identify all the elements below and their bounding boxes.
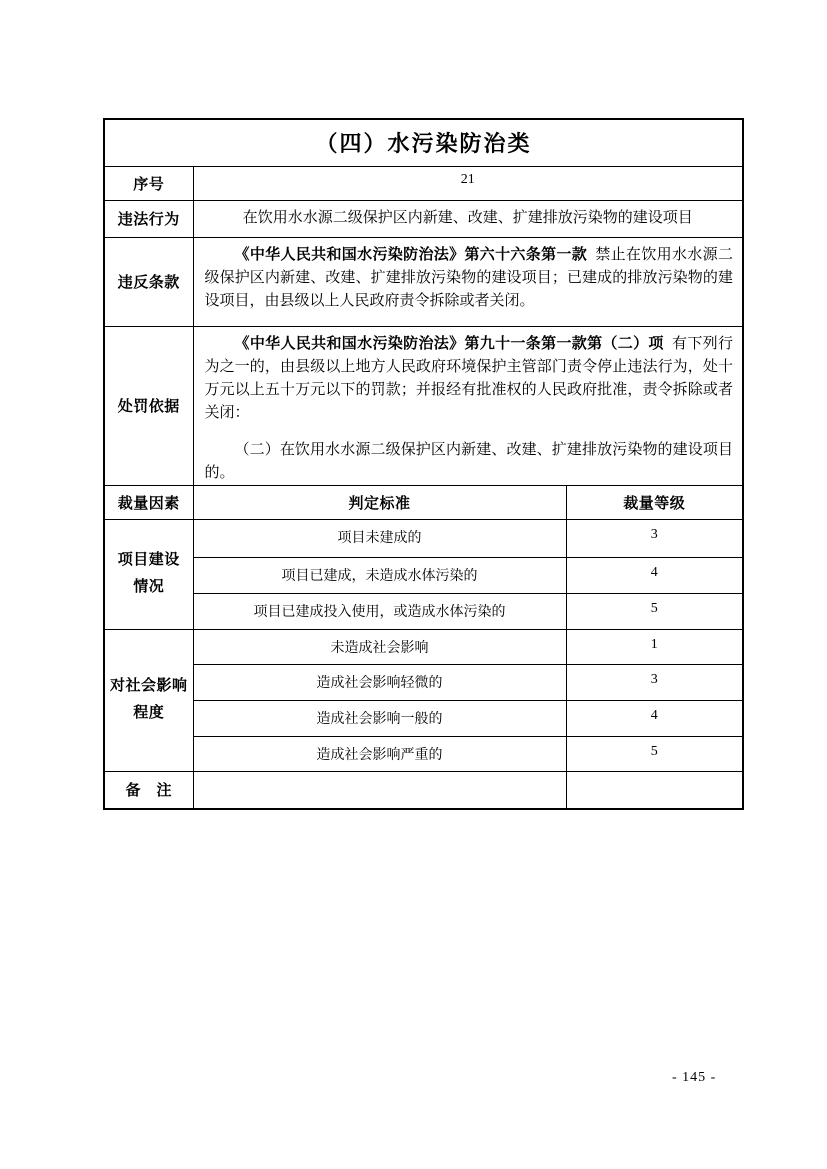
- row-label-clause: 违反条款: [104, 237, 193, 326]
- grade-cell: 4: [566, 700, 743, 736]
- penalty-table: [103, 118, 744, 810]
- group-label-line: 项目建设: [117, 552, 180, 568]
- violation-value: 在饮用水水源二级保护区内新建、改建、扩建排放污染物的建设项目: [193, 200, 743, 237]
- group-label-line: 程度: [133, 705, 165, 721]
- remark-label: 备 注: [104, 771, 193, 809]
- clause-citation: 《中华人民共和国水污染防治法》第六十六条第一款: [234, 246, 588, 263]
- table-row: [104, 166, 743, 200]
- table-header-row: [104, 485, 743, 519]
- table-row: [104, 629, 743, 664]
- criteria-cell: 未造成社会影响: [193, 629, 566, 664]
- criteria-cell: 造成社会影响严重的: [193, 736, 566, 771]
- grade-cell: 1: [566, 629, 743, 664]
- clause-text: 禁止在饮用水水源二级保护区内新建、改建、扩建排放污染物的建设项目；已建成的排放污染物的建设项目，由县级以上人民政府责令拆除或者关闭。: [204, 246, 733, 309]
- grade-cell: 3: [566, 664, 743, 700]
- row-label-penalty: 处罚依据: [104, 326, 193, 485]
- clause-paragraph: [205, 244, 734, 313]
- penalty-citation: 《中华人民共和国水污染防治法》第九十一条第一款第（二）项: [234, 335, 664, 352]
- table-row: [104, 119, 743, 166]
- serial-value: 21: [193, 166, 743, 200]
- penalty-paragraph: [205, 333, 734, 425]
- row-label-serial: 序号: [104, 166, 193, 200]
- page-number: - 145 -: [672, 1070, 717, 1085]
- table-row: [104, 237, 743, 326]
- criteria-cell: 造成社会影响轻微的: [193, 664, 566, 700]
- group-label-project: [104, 519, 193, 629]
- header-criteria: 判定标准: [193, 485, 566, 519]
- table-row: [104, 771, 743, 809]
- remark-value-main: [193, 771, 566, 809]
- remark-value-grade: [566, 771, 743, 809]
- header-grade: 裁量等级: [566, 485, 743, 519]
- row-label-violation: 违法行为: [104, 200, 193, 237]
- penalty-table-wrapper: [103, 118, 744, 810]
- group-label-social: [104, 629, 193, 771]
- group-label-line: 对社会影响: [109, 678, 188, 694]
- criteria-cell: 造成社会影响一般的: [193, 700, 566, 736]
- grade-cell: 3: [566, 519, 743, 557]
- header-factor: 裁量因素: [104, 485, 193, 519]
- clause-content: [193, 237, 743, 326]
- table-row: [104, 326, 743, 485]
- table-row: [104, 557, 743, 593]
- table-row: [104, 593, 743, 629]
- criteria-cell: 项目已建成，未造成水体污染的: [193, 557, 566, 593]
- grade-cell: 5: [566, 593, 743, 629]
- table-row: [104, 200, 743, 237]
- criteria-cell: 项目未建成的: [193, 519, 566, 557]
- table-title: （四）水污染防治类: [104, 119, 743, 166]
- group-label-line: 情况: [133, 579, 165, 595]
- table-row: [104, 519, 743, 557]
- penalty-content: [193, 326, 743, 485]
- grade-cell: 4: [566, 557, 743, 593]
- criteria-cell: 项目已建成投入使用，或造成水体污染的: [193, 593, 566, 629]
- table-row: [104, 736, 743, 771]
- grade-cell: 5: [566, 736, 743, 771]
- penalty-item-paragraph: （二）在饮用水水源二级保护区内新建、改建、扩建排放污染物的建设项目的。: [204, 441, 733, 481]
- table-row: [104, 664, 743, 700]
- penalty-text: 有下列行为之一的，由县级以上地方人民政府环境保护主管部门责令停止违法行为，处十万元以上五十万元以下的罚款；并报经有批准权的人民政府批准，责令拆除或者关闭：: [204, 335, 733, 421]
- table-row: [104, 700, 743, 736]
